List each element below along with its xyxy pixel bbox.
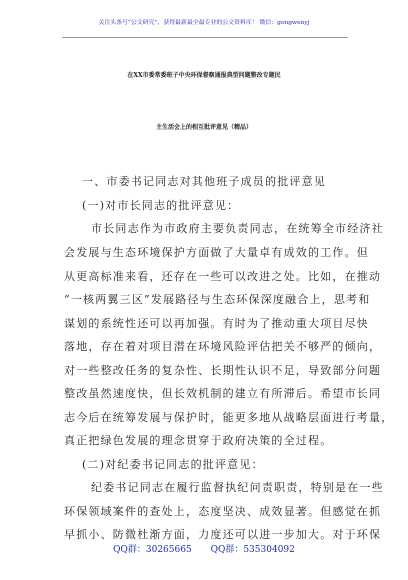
banner-divider — [62, 37, 348, 38]
footer-qq-group-2: QQ群：535304092 — [210, 545, 295, 555]
body-line: 早抓小、防微杜渐方面，力度还可以进一步加大。对于环保 — [64, 528, 382, 541]
body-line: 从更高标准来看，还存在一些可以改进之处。比如，在推动 — [64, 270, 382, 283]
document-title-line-1: 在XX市委常委班子中央环保督察通报典型问题整改专题民 — [127, 72, 281, 79]
subsection-heading: (一)对市长同志的批评意见： — [82, 199, 240, 212]
body-line: 纪委书记同志在履行监督执纪问责职责，特别是在一些 — [91, 481, 384, 494]
body-line: “一核两翼三区”发展路径与生态环保深度融合上，思考和 — [64, 293, 371, 306]
body-line: 谋划的系统性还可以再加强。有时为了推动重大项目尽快 — [64, 317, 369, 330]
top-banner: 关注头条号“公文研究”，获得最新最全最专业的公文资料库！ 微信：gongwenyj — [98, 20, 310, 26]
body-line: 整改虽然速度快，但长效机制的建立有所滞后。希望市长同 — [64, 387, 382, 400]
section-heading: 一、市委书记同志对其他班子成员的批评意见 — [82, 175, 326, 188]
footer-qq-group-1: QQ群：30265665 — [113, 545, 192, 555]
body-line: 环保领域案件的查处上，态度坚决、成效显著。但感觉在抓 — [64, 505, 382, 518]
document-title-line-2: 主生活会上的相互批评意见（精品） — [155, 124, 252, 131]
body-line: 对一些整改任务的复杂性、长期性认识不足，导致部分问题 — [64, 364, 382, 377]
body-line: 会发展与生态环境保护方面做了大量卓有成效的工作。但 — [64, 246, 369, 259]
body-line: 真正把绿色发展的理念贯穿于政府决策的全过程。 — [64, 434, 333, 447]
body-line: 志今后在统筹发展与保护时，能更多地从战略层面进行考量， — [64, 411, 394, 424]
body-line: 落地，存在着对项目潜在环境风险评估把关不够严的倾向， — [64, 340, 382, 353]
subsection-heading: (二)对纪委书记同志的批评意见： — [82, 458, 264, 471]
body-line: 市长同志作为市政府主要负责同志，在统筹全市经济社 — [91, 222, 384, 235]
footer — [0, 542, 408, 555]
